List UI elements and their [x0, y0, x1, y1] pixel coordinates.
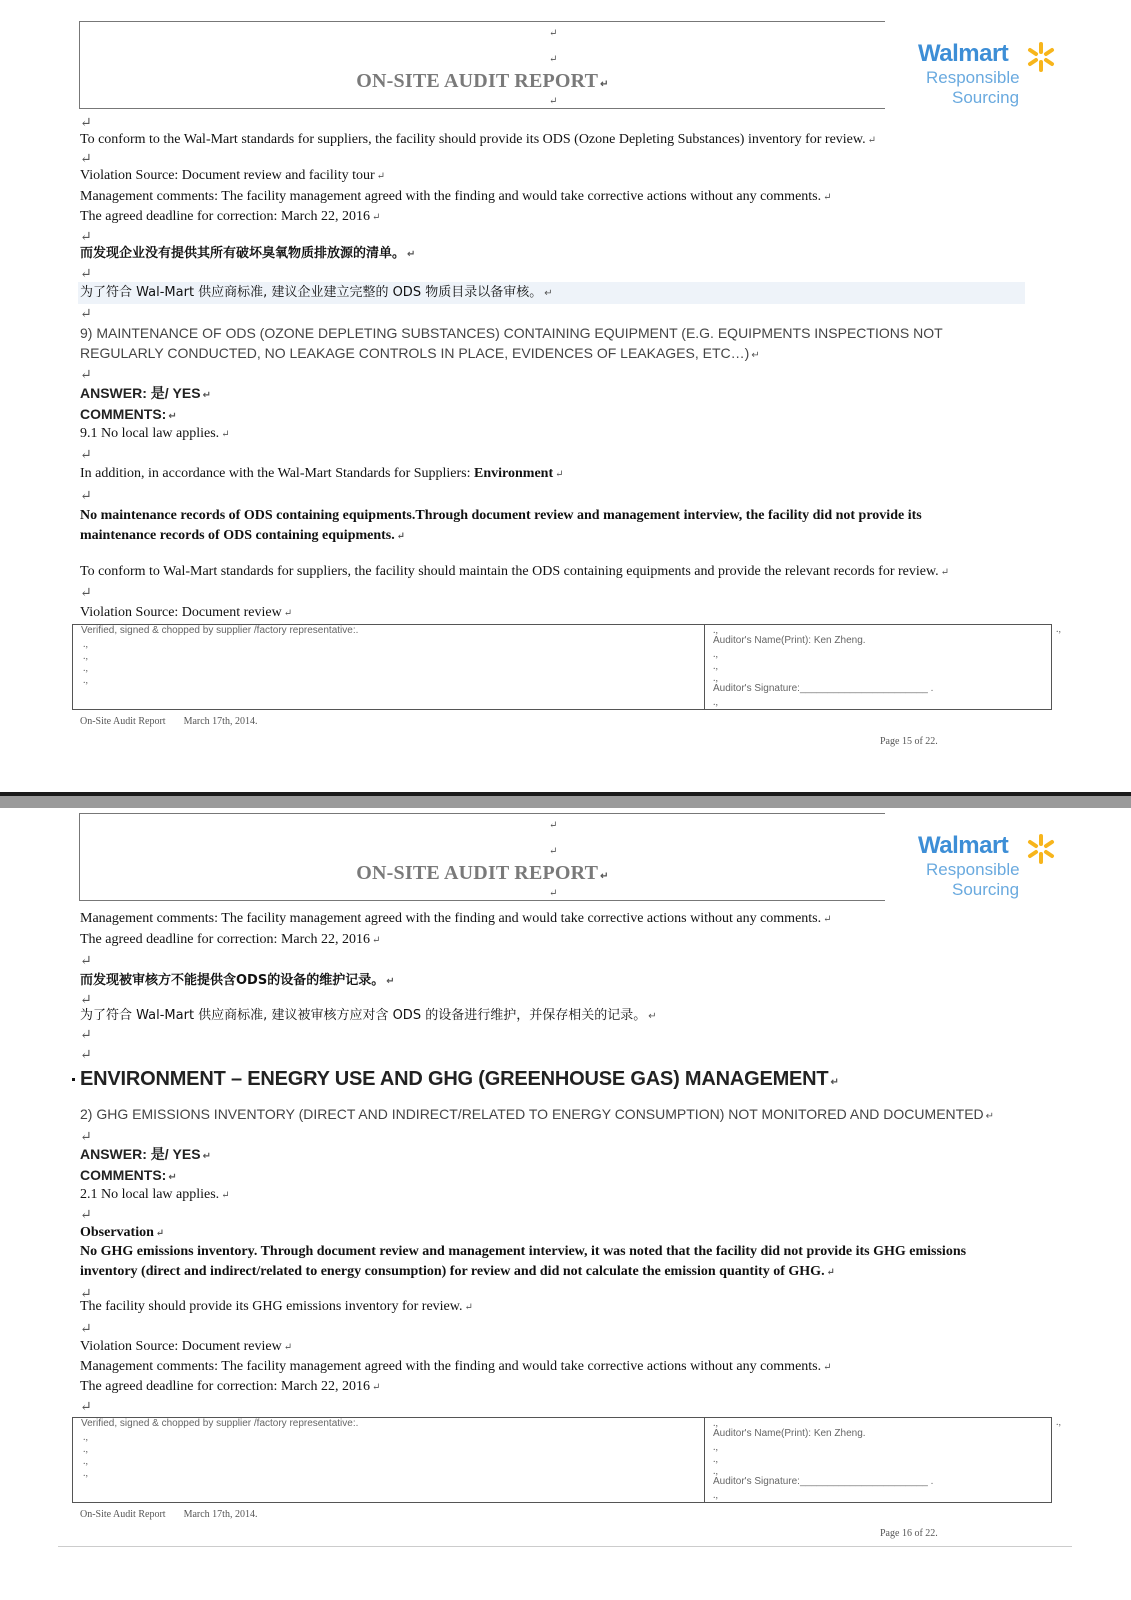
- paragraph-mark: ↵: [549, 888, 558, 899]
- walmart-logo: [918, 830, 1068, 904]
- law-note: 9.1 No local law applies. ↵: [80, 426, 230, 441]
- should-provide-ghg: The facility should provide its GHG emissions inventory for review. ↵: [80, 1299, 473, 1314]
- section-9-heading: 9) MAINTENANCE OF ODS (OZONE DEPLETING SUBSTANCES) CONTAINING EQUIPMENT (E.G. EQUIPMENTS INSPECTIONS NOT REGULARLY CONDUCTED, NO LEAKAGE CONTROLS IN PLACE, EVIDENCES OF LEAKAGES, ETC…) ↵: [80, 325, 943, 361]
- violation-source: Violation Source: Document review ↵: [80, 1339, 293, 1354]
- paragraph-mark: ↵: [80, 586, 92, 601]
- chinese-recommendation: 为了符合 Wal-Mart 供应商标准, 建议企业建立完整的 ODS 物质目录以备审核。 ↵: [80, 285, 553, 300]
- auditor-signature: Auditor's Signature:_______________________ .: [713, 1476, 934, 1487]
- law-note: 2.1 No local law applies. ↵: [80, 1187, 230, 1202]
- paragraph-mark: ↵: [80, 1028, 92, 1043]
- report-title: ON-SITE AUDIT REPORT ↵: [356, 70, 609, 92]
- management-comments-2: Management comments: The facility management agreed with the finding and would take corrective actions without any comments. ↵: [80, 1359, 832, 1374]
- paragraph-mark: ↵: [80, 954, 92, 969]
- section-2-heading: 2) GHG EMISSIONS INVENTORY (DIRECT AND INDIRECT/RELATED TO ENERGY CONSUMPTION) NOT MONITORED AND DOCUMENTED ↵: [80, 1106, 995, 1122]
- paragraph-mark: ↵: [80, 152, 92, 167]
- supplier-signature-cell: Verified, signed & chopped by supplier /factory representative:. ., ., ., .,: [73, 1418, 705, 1502]
- chinese-recommendation: 为了符合 Wal-Mart 供应商标准, 建议被审核方应对含 ODS 的设备进行维护，并保存相关的记录。 ↵: [80, 1008, 657, 1023]
- verified-label: Verified, signed & chopped by supplier /factory representative:.: [81, 625, 359, 636]
- report-title: ON-SITE AUDIT REPORT ↵: [356, 862, 609, 884]
- signature-table: Verified, signed & chopped by supplier /factory representative:. ., ., ., ., ., Auditor's Name(Print): Ken Zheng. ., ., ., Auditor's Signature:_______________________ . .,: [72, 624, 1052, 710]
- paragraph-mark: ↵: [80, 1048, 92, 1063]
- paragraph-mark: ↵: [549, 96, 558, 107]
- paragraph-mark: ↵: [80, 1400, 92, 1415]
- page-header: [79, 813, 885, 901]
- chinese-finding: 而发现被审核方不能提供含ODS的设备的维护记录。 ↵: [80, 973, 395, 988]
- page-number: Page 15 of 22.: [880, 736, 938, 747]
- standards-environment: In addition, in accordance with the Wal-Mart Standards for Suppliers: Environment ↵: [80, 466, 564, 481]
- page-separator: [0, 792, 1131, 808]
- observation-label: Observation ↵: [80, 1225, 165, 1240]
- paragraph-mark: ↵: [80, 230, 92, 245]
- paragraph-mark: ↵: [80, 1287, 92, 1302]
- environment-heading: ENVIRONMENT – ENEGRY USE AND GHG (GREENHOUSE GAS) MANAGEMENT ↵: [80, 1068, 839, 1090]
- correction-deadline: The agreed deadline for correction: March 22, 2016 ↵: [80, 209, 381, 224]
- footer-report-info: On-Site Audit Report March 17th, 2014.: [80, 1509, 258, 1520]
- paragraph-mark: ↵: [80, 1130, 92, 1145]
- bullet-icon: [72, 1078, 75, 1081]
- chinese-finding: 而发现企业没有提供其所有破坏臭氧物质排放源的清单。 ↵: [80, 246, 416, 261]
- page-header: [79, 21, 885, 109]
- logo-subtitle-2: Sourcing: [952, 88, 1020, 107]
- management-comments: Management comments: The facility management agreed with the finding and would take corrective actions without any comments. ↵: [80, 189, 832, 204]
- paragraph-mark: ↵: [80, 307, 92, 322]
- comments-label: COMMENTS: ↵: [80, 1167, 177, 1183]
- paragraph-mark: ↵: [80, 1208, 92, 1223]
- logo-subtitle-1: Responsible: [926, 860, 1020, 879]
- conform-ods-paragraph: To conform to the Wal-Mart standards for suppliers, the facility should provide its ODS (Ozone Depleting Substances) inventory for review. ↵: [80, 132, 876, 147]
- paragraph-mark: ↵: [80, 267, 92, 282]
- correction-deadline: The agreed deadline for correction: March 22, 2016 ↵: [80, 932, 381, 947]
- walmart-logo: [918, 38, 1068, 112]
- violation-source-2: Violation Source: Document review ↵: [80, 605, 293, 620]
- paragraph-mark: ↵: [549, 846, 558, 857]
- logo-subtitle-1: Responsible: [926, 68, 1020, 87]
- verified-label: Verified, signed & chopped by supplier /factory representative:.: [81, 1418, 359, 1429]
- answer-yes: ANSWER: 是/ YES ↵: [80, 1146, 211, 1162]
- answer-yes: ANSWER: 是/ YES ↵: [80, 385, 211, 401]
- logo-subtitle-2: Sourcing: [952, 880, 1020, 899]
- paragraph-mark: ↵: [549, 820, 558, 831]
- violation-source: Violation Source: Document review and facility tour ↵: [80, 168, 386, 183]
- logo-brand-text: Walmart: [918, 832, 1009, 859]
- page-15: ↵ ↵ ON-SITE AUDIT REPORT ↵ ↵ Walmart Responsible Sourcing ↵ To conform to the Wal-Mart standards for suppliers, the facility should provide its ODS (Ozone Depleting Substances) inventory for review. ↵ ↵ Violation Source: Document review and facility tour ↵ Management comments: The facility management agreed with the finding and would take corrective actions without any comments. ↵ The agreed deadline for correction: March 22, 2016 ↵ ↵ 而发现企业没有提供其所有破坏臭氧物质排放源的清单。 ↵ ↵ 为了符合 Wal-Mart 供应商标准, 建议企业建立完整的 ODS 物质目录以备审核。 ↵ ↵ 9) MAINTENANCE OF ODS (OZONE DEPLETING SUBSTANCES) CONTAINING EQUIPMENT (E.G. EQUIPMENTS INSPECTIONS NOT REGULARLY CONDUCTED, NO LEAKAGE CONTROLS IN PLACE, EVIDENCES OF LEAKAGES, ETC…) ↵ ↵ ANSWER: 是/ YES ↵ COMMENTS: ↵ 9.1 No local law applies. ↵ ↵ In addition, in accordance with the Wal-Mart Standards for Suppliers: Environment ↵ ↵ No maintenance records of ODS containing equipments.Through document review and management interview, the facility did not provide its maintenance records of ODS containing equipments. ↵ To conform to Wal-Mart standards for suppliers, the facility should maintain the ODS containing equipments and provide the relevant records for review. ↵ ↵ Violation Source: Document review ↵ Verified, signed & chopped by supplier /factory representative:. ., ., ., ., ., Auditor's Name(Print): Ken Zheng. ., ., ., Auditor's Signature:_______________________ . ., ., On-Site Audit Report March 17th, 2014. Page 15 of 22.: [0, 0, 1131, 792]
- auditor-name: Auditor's Name(Print): Ken Zheng.: [713, 1428, 866, 1439]
- paragraph-mark: ↵: [80, 448, 92, 463]
- ghg-finding: No GHG emissions inventory. Through document review and management interview, it was noted that the facility did not provide its GHG emissions inventory (direct and indirect/related to energy consumption) for review and did not calculate the emission quantity of GHG. ↵: [80, 1244, 967, 1279]
- footer-report-info: On-Site Audit Report March 17th, 2014.: [80, 716, 258, 727]
- correction-deadline-2: The agreed deadline for correction: March 22, 2016 ↵: [80, 1379, 381, 1394]
- spark-icon: [1024, 40, 1058, 74]
- paragraph-mark: ↵: [80, 1322, 92, 1337]
- supplier-signature-cell: Verified, signed & chopped by supplier /factory representative:. ., ., ., .,: [73, 625, 705, 709]
- paragraph-mark: ↵: [80, 116, 92, 131]
- spark-icon: [1024, 832, 1058, 866]
- paragraph-mark: ↵: [549, 28, 558, 39]
- logo-brand-text: Walmart: [918, 40, 1009, 67]
- paragraph-mark: ↵: [80, 368, 92, 383]
- paragraph-mark: ↵: [549, 54, 558, 65]
- management-comments: Management comments: The facility management agreed with the finding and would take corrective actions without any comments. ↵: [80, 911, 832, 926]
- signature-table: Verified, signed & chopped by supplier /factory representative:. ., ., ., ., ., Auditor's Name(Print): Ken Zheng. ., ., ., Auditor's Signature:_______________________ . .,: [72, 1417, 1052, 1503]
- auditor-signature: Auditor's Signature:_______________________ .: [713, 683, 934, 694]
- paragraph-mark: ↵: [80, 489, 92, 504]
- auditor-name: Auditor's Name(Print): Ken Zheng.: [713, 635, 866, 646]
- maintenance-finding: No maintenance records of ODS containing equipments.Through document review and management interview, the facility did not provide its maintenance records of ODS containing equipments. ↵: [80, 508, 922, 543]
- footer-rule: [58, 1546, 1072, 1547]
- paragraph-mark: ↵: [80, 993, 92, 1008]
- comments-label: COMMENTS: ↵: [80, 406, 177, 422]
- page-number: Page 16 of 22.: [880, 1528, 938, 1539]
- conform-maintenance: To conform to Wal-Mart standards for suppliers, the facility should maintain the ODS containing equipments and provide the relevant records for review. ↵: [80, 564, 950, 579]
- page-16: ↵ ↵ ON-SITE AUDIT REPORT ↵ ↵ Walmart Responsible Sourcing Management comments: The facility management agreed with the finding and would take corrective actions without any comments. ↵ The agreed deadline for correction: March 22, 2016 ↵ ↵ 而发现被审核方不能提供含ODS的设备的维护记录。 ↵ ↵ 为了符合 Wal-Mart 供应商标准, 建议被审核方应对含 ODS 的设备进行维护，并保存相关的记录。 ↵ ↵ ↵ ENVIRONMENT – ENEGRY USE AND GHG (GREENHOUSE GAS) MANAGEMENT ↵ 2) GHG EMISSIONS INVENTORY (DIRECT AND INDIRECT/RELATED TO ENERGY CONSUMPTION) NOT MONITORED AND DOCUMENTED ↵ ↵ ANSWER: 是/ YES ↵ COMMENTS: ↵ 2.1 No local law applies. ↵ ↵ Observation ↵ No GHG emissions inventory. Through document review and management interview, it was noted that the facility did not provide its GHG emissions inventory (direct and indirect/related to energy consumption) for review and did not calculate the emission quantity of GHG. ↵ ↵ The facility should provide its GHG emissions inventory for review. ↵ ↵ Violation Source: Document review ↵ Management comments: The facility management agreed with the finding and would take corrective actions without any comments. ↵ The agreed deadline for correction: March 22, 2016 ↵ ↵ Verified, signed & chopped by supplier /factory representative:. ., ., ., ., ., Auditor's Name(Print): Ken Zheng. ., ., ., Auditor's Signature:_______________________ . ., ., On-Site Audit Report March 17th, 2014. Page 16 of 22.: [0, 808, 1131, 1600]
